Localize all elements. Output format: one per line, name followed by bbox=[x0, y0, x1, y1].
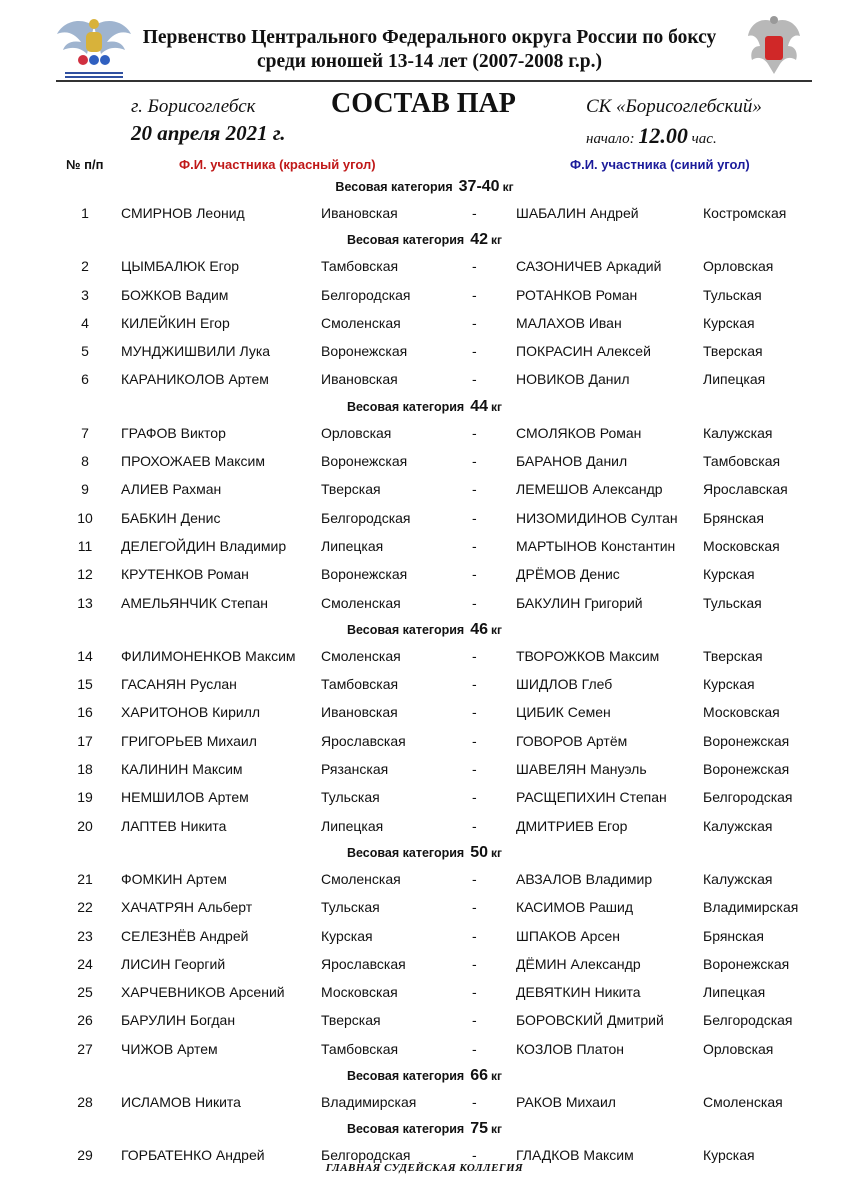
weight-unit: кг bbox=[491, 622, 503, 637]
blue-corner-region: Калужская bbox=[703, 424, 773, 441]
table-row bbox=[0, 978, 849, 1006]
blue-corner-region: Орловская bbox=[703, 1040, 774, 1057]
weight-category-heading bbox=[0, 174, 849, 199]
bout-number: 1 bbox=[81, 205, 89, 221]
versus-dash: - bbox=[472, 899, 477, 916]
bout-number: 17 bbox=[77, 732, 93, 749]
red-corner-region: Смоленская bbox=[321, 314, 401, 331]
blue-corner-region: Брянская bbox=[703, 509, 764, 526]
bout-number: 2 bbox=[81, 258, 89, 275]
blue-corner-region: Смоленская bbox=[703, 1094, 783, 1111]
weight-category-value: 75 bbox=[470, 1120, 488, 1138]
header-divider bbox=[56, 80, 812, 82]
blue-corner-region: Курская bbox=[703, 676, 755, 693]
blue-corner-name: РАСЩЕПИХИН Степан bbox=[516, 789, 667, 806]
bout-number: 26 bbox=[77, 1012, 93, 1029]
red-corner-region: Тульская bbox=[321, 899, 380, 916]
blue-corner-name: ДЕВЯТКИН Никита bbox=[516, 984, 641, 1001]
red-corner-name: КАЛИНИН Максим bbox=[121, 761, 243, 778]
versus-dash: - bbox=[472, 371, 477, 388]
blue-corner-name: САЗОНИЧЕВ Аркадий bbox=[516, 258, 662, 275]
blue-corner-name: ШПАКОВ Арсен bbox=[516, 927, 620, 944]
versus-dash: - bbox=[472, 927, 477, 944]
blue-corner-name: НОВИКОВ Данил bbox=[516, 371, 630, 388]
table-row bbox=[0, 309, 849, 337]
red-corner-region: Воронежская bbox=[321, 566, 408, 583]
column-header-red-corner: Ф.И. участника (красный угол) bbox=[179, 157, 376, 172]
bout-number: 18 bbox=[77, 761, 93, 778]
blue-corner-region: Тульская bbox=[703, 286, 762, 303]
blue-corner-region: Брянская bbox=[703, 927, 764, 944]
red-corner-region: Владимирская bbox=[321, 1094, 417, 1111]
red-corner-name: ФИЛИМОНЕНКОВ Максим bbox=[121, 647, 296, 664]
blue-corner-region: Курская bbox=[703, 566, 755, 583]
blue-corner-name: ГЛАДКОВ Максим bbox=[516, 1147, 634, 1164]
weight-category-label: Весовая категория bbox=[346, 1122, 465, 1137]
red-corner-name: БАРУЛИН Богдан bbox=[121, 1012, 236, 1029]
bout-number: 21 bbox=[77, 870, 93, 887]
ministry-sport-emblem bbox=[744, 14, 804, 80]
blue-corner-name: КАСИМОВ Рашид bbox=[516, 899, 634, 916]
weight-category-label: Весовая категория bbox=[346, 622, 465, 637]
blue-corner-name: БАКУЛИН Григорий bbox=[516, 594, 643, 611]
versus-dash: - bbox=[472, 509, 477, 526]
red-corner-name: ХАРЧЕВНИКОВ Арсений bbox=[121, 984, 285, 1001]
blue-corner-region: Московская bbox=[703, 537, 780, 554]
table-row bbox=[0, 698, 849, 726]
versus-dash: - bbox=[472, 424, 477, 441]
blue-corner-region: Белгородская bbox=[703, 1012, 793, 1029]
table-row bbox=[0, 865, 849, 893]
blue-corner-region: Воронежская bbox=[703, 955, 790, 972]
table-row bbox=[0, 950, 849, 978]
versus-dash: - bbox=[472, 594, 477, 611]
red-corner-region: Тамбовская bbox=[321, 258, 399, 275]
bout-number: 7 bbox=[81, 424, 89, 441]
table-row bbox=[0, 365, 849, 393]
table-row bbox=[0, 670, 849, 698]
red-corner-name: ХАЧАТРЯН Альберт bbox=[121, 899, 253, 916]
blue-corner-name: ДРЁМОВ Денис bbox=[516, 566, 620, 583]
weight-unit: кг bbox=[491, 1122, 503, 1137]
column-header-blue-corner: Ф.И. участника (синий угол) bbox=[570, 157, 750, 172]
blue-corner-region: Белгородская bbox=[703, 789, 793, 806]
bout-number: 10 bbox=[77, 509, 93, 526]
blue-corner-region: Воронежская bbox=[703, 761, 790, 778]
bout-number: 24 bbox=[77, 955, 93, 972]
table-row bbox=[0, 755, 849, 783]
red-corner-region: Рязанская bbox=[321, 761, 389, 778]
red-corner-name: КАРАНИКОЛОВ Артем bbox=[121, 371, 269, 388]
bout-number: 16 bbox=[77, 704, 93, 721]
venue: СК «Борисоглебский» bbox=[586, 96, 762, 117]
blue-corner-region: Липецкая bbox=[703, 371, 766, 388]
blue-corner-region: Липецкая bbox=[703, 984, 766, 1001]
red-corner-name: ПРОХОЖАЕВ Максим bbox=[121, 453, 265, 470]
blue-corner-region: Тамбовская bbox=[703, 453, 781, 470]
red-corner-name: ЛИСИН Георгий bbox=[121, 955, 226, 972]
table-row bbox=[0, 922, 849, 950]
versus-dash: - bbox=[472, 258, 477, 275]
title-line-1: Первенство Центрального Федерального округа России по боксу bbox=[142, 27, 717, 48]
red-corner-region: Ивановская bbox=[321, 704, 398, 721]
versus-dash: - bbox=[472, 537, 477, 554]
versus-dash: - bbox=[472, 314, 477, 331]
red-corner-region: Белгородская bbox=[321, 1147, 411, 1164]
weight-category-label: Весовая категория bbox=[346, 399, 465, 414]
red-corner-region: Ивановская bbox=[321, 371, 398, 388]
weight-category-heading bbox=[0, 617, 849, 642]
versus-dash: - bbox=[472, 817, 477, 834]
table-row bbox=[0, 1006, 849, 1034]
red-corner-name: БОЖКОВ Вадим bbox=[121, 286, 229, 303]
weight-category-value: 66 bbox=[470, 1067, 488, 1085]
blue-corner-name: ГОВОРОВ Артём bbox=[516, 732, 628, 749]
blue-corner-region: Калужская bbox=[703, 817, 773, 834]
red-corner-region: Тульская bbox=[321, 789, 380, 806]
bout-number: 22 bbox=[77, 899, 93, 916]
red-corner-name: ДЕЛЕГОЙДИН Владимир bbox=[121, 537, 287, 554]
versus-dash: - bbox=[472, 286, 477, 303]
red-corner-region: Белгородская bbox=[321, 286, 411, 303]
red-corner-name: АЛИЕВ Рахман bbox=[121, 481, 222, 498]
table-row bbox=[0, 252, 849, 280]
versus-dash: - bbox=[472, 984, 477, 1001]
red-corner-name: МУНДЖИШВИЛИ Лука bbox=[121, 343, 271, 360]
red-corner-region: Ярославская bbox=[321, 955, 406, 972]
weight-category-heading bbox=[0, 227, 849, 252]
red-corner-name: ГРАФОВ Виктор bbox=[121, 424, 226, 441]
bout-number: 9 bbox=[81, 481, 89, 498]
table-row bbox=[0, 812, 849, 840]
blue-corner-name: ШИДЛОВ Глеб bbox=[516, 676, 613, 693]
red-corner-name: ЧИЖОВ Артем bbox=[121, 1040, 218, 1057]
versus-dash: - bbox=[472, 676, 477, 693]
blue-corner-name: НИЗОМИДИНОВ Султан bbox=[516, 509, 678, 526]
red-corner-region: Московская bbox=[321, 984, 398, 1001]
red-corner-region: Тверская bbox=[321, 1012, 381, 1029]
red-corner-name: ЛАПТЕВ Никита bbox=[121, 817, 227, 834]
bout-number: 12 bbox=[77, 566, 93, 583]
event-date: 20 апреля 2021 г. bbox=[131, 121, 286, 145]
versus-dash: - bbox=[472, 732, 477, 749]
red-corner-region: Липецкая bbox=[321, 537, 384, 554]
versus-dash: - bbox=[472, 1012, 477, 1029]
table-row bbox=[0, 504, 849, 532]
table-row bbox=[0, 642, 849, 670]
bout-number: 25 bbox=[77, 984, 93, 1001]
blue-corner-region: Костромская bbox=[703, 205, 787, 221]
weight-unit: кг bbox=[502, 180, 514, 194]
weight-category-label: Весовая категория bbox=[346, 845, 465, 860]
table-row bbox=[0, 1088, 849, 1116]
blue-corner-name: ШАВЕЛЯН Мануэль bbox=[516, 761, 647, 778]
red-corner-region: Воронежская bbox=[321, 453, 408, 470]
weight-category-value: 50 bbox=[470, 843, 488, 861]
red-corner-name: ХАРИТОНОВ Кирилл bbox=[121, 704, 261, 721]
red-corner-name: ГАСАНЯН Руслан bbox=[121, 676, 237, 693]
weight-category-heading bbox=[0, 1063, 849, 1088]
red-corner-name: НЕМШИЛОВ Артем bbox=[121, 789, 249, 806]
bout-number: 29 bbox=[77, 1147, 93, 1164]
versus-dash: - bbox=[472, 647, 477, 664]
red-corner-region: Ивановская bbox=[321, 205, 398, 221]
table-row bbox=[0, 560, 849, 588]
blue-corner-region: Тверская bbox=[703, 647, 763, 664]
blue-corner-region: Владимирская bbox=[703, 899, 799, 916]
table-row bbox=[0, 893, 849, 921]
page-title: СОСТАВ ПАР bbox=[331, 88, 516, 119]
red-corner-name: КРУТЕНКОВ Роман bbox=[121, 566, 249, 583]
bout-number: 23 bbox=[77, 927, 93, 944]
bout-number: 5 bbox=[81, 343, 89, 360]
red-corner-name: ЦЫМБАЛЮК Егор bbox=[121, 258, 240, 275]
bout-number: 28 bbox=[77, 1094, 93, 1111]
bout-number: 20 bbox=[77, 817, 93, 834]
blue-corner-name: МАЛАХОВ Иван bbox=[516, 314, 622, 331]
blue-corner-name: РАКОВ Михаил bbox=[516, 1094, 616, 1111]
table-row bbox=[0, 727, 849, 755]
blue-corner-region: Тульская bbox=[703, 594, 762, 611]
bout-number: 11 bbox=[77, 537, 93, 554]
red-corner-region: Тамбовская bbox=[321, 1040, 399, 1057]
bout-number: 6 bbox=[81, 371, 89, 388]
blue-corner-name: РОТАНКОВ Роман bbox=[516, 286, 638, 303]
blue-corner-region: Воронежская bbox=[703, 732, 790, 749]
blue-corner-name: ЦИБИК Семен bbox=[516, 704, 611, 721]
table-row bbox=[0, 1035, 849, 1063]
blue-corner-name: АВЗАЛОВ Владимир bbox=[516, 870, 653, 887]
weight-unit: кг bbox=[491, 1069, 503, 1084]
weight-category-label: Весовая категория bbox=[346, 1069, 465, 1084]
red-corner-name: КИЛЕЙКИН Егор bbox=[121, 314, 230, 331]
versus-dash: - bbox=[472, 205, 477, 221]
versus-dash: - bbox=[472, 1147, 477, 1164]
red-corner-name: АМЕЛЬЯНЧИК Степан bbox=[121, 594, 268, 611]
blue-corner-name: ТВОРОЖКОВ Максим bbox=[516, 647, 660, 664]
table-row bbox=[0, 337, 849, 365]
table-row bbox=[0, 419, 849, 447]
blue-corner-name: СМОЛЯКОВ Роман bbox=[516, 424, 642, 441]
weight-category-value: 46 bbox=[470, 620, 488, 638]
bout-number: 15 bbox=[77, 676, 93, 693]
weight-unit: кг bbox=[491, 845, 503, 860]
blue-corner-name: ЛЕМЕШОВ Александр bbox=[516, 481, 663, 498]
blue-corner-name: КОЗЛОВ Платон bbox=[516, 1040, 624, 1057]
blue-corner-region: Орловская bbox=[703, 258, 774, 275]
blue-corner-region: Курская bbox=[703, 1147, 755, 1164]
table-row bbox=[0, 532, 849, 560]
weight-category-heading bbox=[0, 1116, 849, 1141]
red-corner-name: СЕЛЕЗНЁВ Андрей bbox=[121, 927, 249, 944]
red-corner-region: Смоленская bbox=[321, 647, 401, 664]
start-label: начало: bbox=[586, 131, 635, 147]
red-corner-region: Липецкая bbox=[321, 817, 384, 834]
column-header-number: № п/п bbox=[66, 157, 104, 172]
red-corner-region: Тамбовская bbox=[321, 676, 399, 693]
versus-dash: - bbox=[472, 704, 477, 721]
red-corner-region: Смоленская bbox=[321, 594, 401, 611]
weight-unit: кг bbox=[491, 233, 503, 248]
weight-category-value: 42 bbox=[470, 231, 488, 249]
start-time bbox=[586, 123, 717, 149]
blue-corner-name: БАРАНОВ Данил bbox=[516, 453, 628, 470]
red-corner-name: ИСЛАМОВ Никита bbox=[121, 1094, 241, 1111]
red-corner-region: Воронежская bbox=[321, 343, 408, 360]
start-unit: час. bbox=[691, 131, 717, 147]
table-row bbox=[0, 199, 849, 227]
blue-corner-name: ПОКРАСИН Алексей bbox=[516, 343, 651, 360]
red-corner-region: Курская bbox=[321, 927, 373, 944]
bout-number: 13 bbox=[77, 594, 93, 611]
versus-dash: - bbox=[472, 761, 477, 778]
bouts-table bbox=[0, 174, 849, 1170]
weight-category-value: 37-40 bbox=[458, 178, 500, 195]
table-row bbox=[0, 783, 849, 811]
red-corner-name: ФОМКИН Артем bbox=[121, 870, 227, 887]
red-corner-name: СМИРНОВ Леонид bbox=[121, 205, 245, 221]
red-corner-region: Тверская bbox=[321, 481, 381, 498]
blue-corner-name: ДЁМИН Александр bbox=[516, 955, 641, 972]
weight-unit: кг bbox=[491, 399, 503, 414]
bout-number: 8 bbox=[81, 453, 89, 470]
blue-corner-name: ШАБАЛИН Андрей bbox=[516, 205, 639, 221]
versus-dash: - bbox=[472, 453, 477, 470]
start-time-value: 12.00 bbox=[638, 123, 688, 148]
red-corner-region: Ярославская bbox=[321, 732, 406, 749]
bout-number: 3 bbox=[81, 286, 89, 303]
bout-number: 4 bbox=[81, 314, 89, 331]
weight-category-label: Весовая категория bbox=[346, 233, 465, 248]
table-row bbox=[0, 475, 849, 503]
red-corner-region: Белгородская bbox=[321, 509, 411, 526]
versus-dash: - bbox=[472, 343, 477, 360]
blue-corner-region: Курская bbox=[703, 314, 755, 331]
red-corner-region: Смоленская bbox=[321, 870, 401, 887]
red-corner-region: Орловская bbox=[321, 424, 392, 441]
red-corner-name: БАБКИН Денис bbox=[121, 509, 221, 526]
bout-number: 27 bbox=[77, 1040, 93, 1057]
red-corner-name: ГРИГОРЬЕВ Михаил bbox=[121, 732, 257, 749]
versus-dash: - bbox=[472, 1094, 477, 1111]
table-row bbox=[0, 447, 849, 475]
footer-signature: ГЛАВНАЯ СУДЕЙСКАЯ КОЛЛЕГИЯ bbox=[325, 1162, 524, 1174]
blue-corner-name: МАРТЫНОВ Константин bbox=[516, 537, 676, 554]
blue-corner-region: Калужская bbox=[703, 870, 773, 887]
bout-number: 14 bbox=[77, 647, 93, 664]
blue-corner-name: ДМИТРИЕВ Егор bbox=[516, 817, 628, 834]
weight-category-heading bbox=[0, 840, 849, 865]
versus-dash: - bbox=[472, 870, 477, 887]
city: г. Борисоглебск bbox=[131, 96, 256, 117]
bout-number: 19 bbox=[77, 789, 93, 806]
weight-category-value: 44 bbox=[470, 397, 488, 415]
title-line-2: среди юношей 13-14 лет (2007-2008 г.р.) bbox=[256, 51, 602, 72]
red-corner-name: ГОРБАТЕНКО Андрей bbox=[121, 1147, 265, 1164]
weight-category-label: Весовая категория bbox=[335, 180, 453, 194]
versus-dash: - bbox=[472, 789, 477, 806]
weight-category-heading bbox=[0, 394, 849, 419]
versus-dash: - bbox=[472, 566, 477, 583]
blue-corner-name: БОРОВСКИЙ Дмитрий bbox=[516, 1012, 664, 1029]
blue-corner-region: Ярославская bbox=[703, 481, 788, 498]
blue-corner-region: Тверская bbox=[703, 343, 763, 360]
versus-dash: - bbox=[472, 481, 477, 498]
table-row bbox=[0, 589, 849, 617]
versus-dash: - bbox=[472, 1040, 477, 1057]
table-row bbox=[0, 281, 849, 309]
versus-dash: - bbox=[472, 955, 477, 972]
blue-corner-region: Московская bbox=[703, 704, 780, 721]
